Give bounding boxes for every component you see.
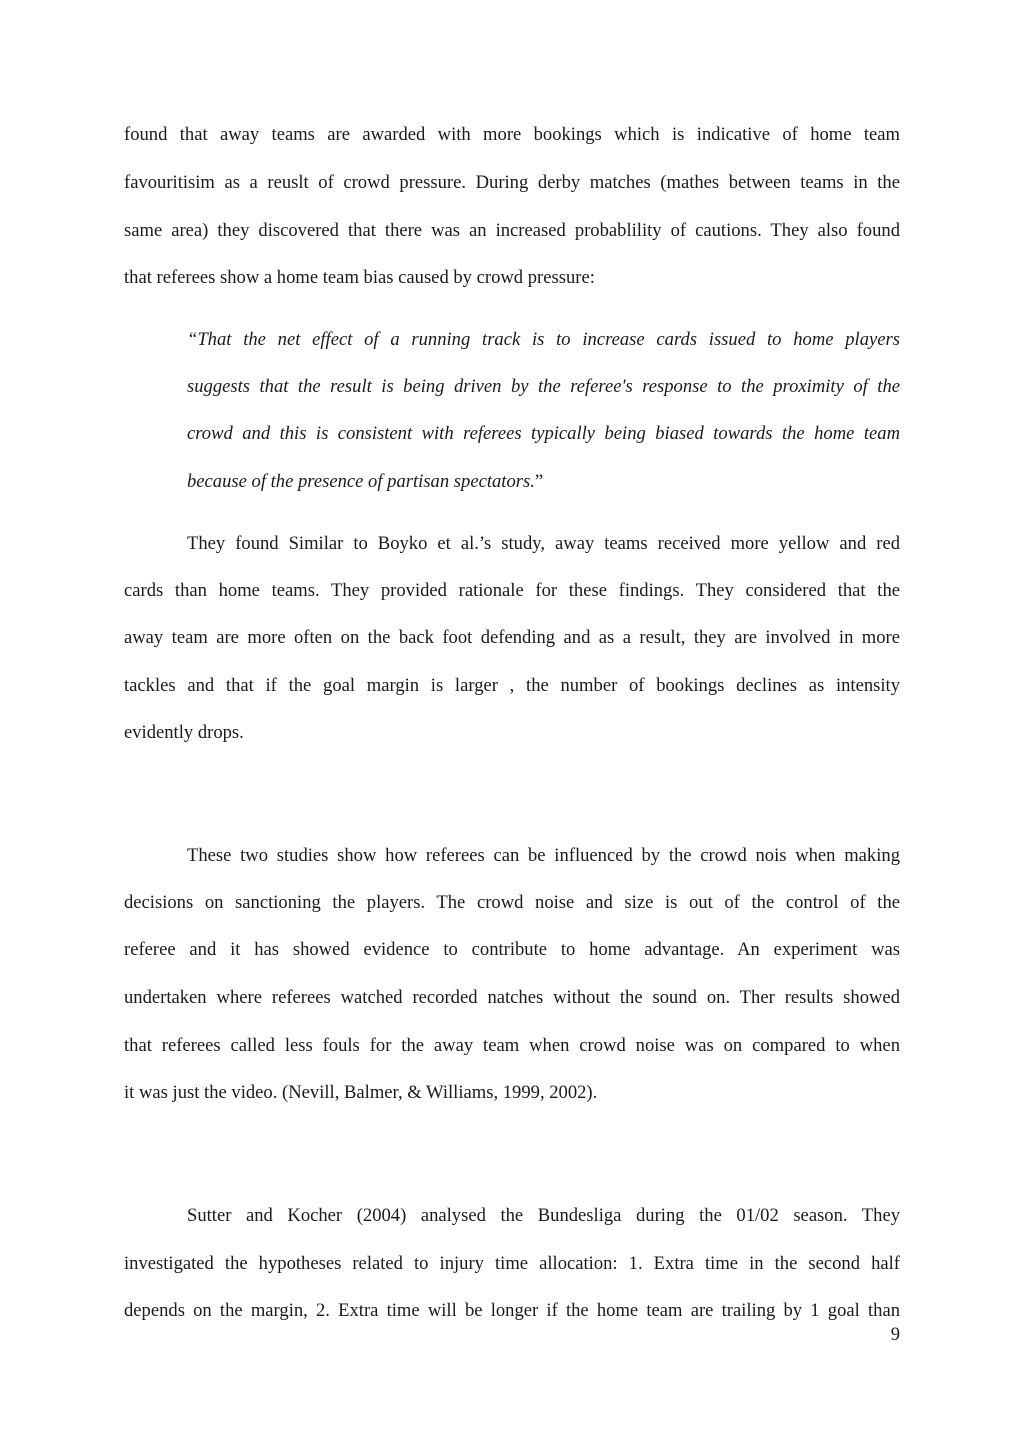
paragraph-4-line-3: depends on the margin, 2. Extra time will be longer if the home team are trailing by 1 goal than — [124, 1300, 900, 1321]
paragraph-3-line-2: decisions on sanctioning the players. The crowd noise and size is out of the control of the — [124, 892, 900, 913]
quote-line-1: “That the net effect of a running track is to increase cards issued to home players — [187, 329, 900, 350]
paragraph-3-line-4: undertaken where referees watched recorded natches without the sound on. Ther results showed — [124, 987, 900, 1008]
paragraph-2-line-4: tackles and that if the goal margin is larger , the number of bookings declines as intensity — [124, 675, 900, 696]
paragraph-2-line-1: They found Similar to Boyko et al.’s study, away teams received more yellow and red — [187, 533, 900, 554]
paragraph-3-line-5: that referees called less fouls for the away team when crowd noise was on compared to when — [124, 1035, 900, 1056]
paragraph-2-line-2: cards than home teams. They provided rationale for these findings. They considered that the — [124, 580, 900, 601]
paragraph-1-line-4: that referees show a home team bias caused by crowd pressure: — [124, 267, 595, 288]
page-number: 9 — [890, 1324, 900, 1345]
paragraph-1-line-2: favouritisim as a reuslt of crowd pressure. During derby matches (mathes between teams in the — [124, 172, 900, 193]
paragraph-3-line-1: These two studies show how referees can be influenced by the crowd nois when making — [187, 845, 900, 866]
quote-line-3: crowd and this is consistent with referees typically being biased towards the home team — [187, 423, 900, 444]
quote-line-2: suggests that the result is being driven by the referee's response to the proximity of the — [187, 376, 900, 397]
paragraph-4-line-1: Sutter and Kocher (2004) analysed the Bundesliga during the 01/02 season. They — [187, 1205, 900, 1226]
quote-line-4-text: because of the presence of partisan spectators. — [187, 471, 535, 492]
paragraph-3-line-3: referee and it has showed evidence to contribute to home advantage. An experiment was — [124, 939, 900, 960]
quote-closing-mark: ” — [534, 471, 544, 492]
paragraph-2-line-5: evidently drops. — [124, 722, 244, 743]
paragraph-2-line-3: away team are more often on the back foot defending and as a result, they are involved in more — [124, 627, 900, 648]
paragraph-3-line-6: it was just the video. (Nevill, Balmer, & Williams, 1999, 2002). — [124, 1082, 598, 1103]
paragraph-4-line-2: investigated the hypotheses related to injury time allocation: 1. Extra time in the second half — [124, 1253, 900, 1274]
paragraph-1-line-1: found that away teams are awarded with more bookings which is indicative of home team — [124, 124, 900, 145]
paragraph-1-line-3: same area) they discovered that there was an increased probablility of cautions. They also found — [124, 220, 900, 241]
quote-line-4 — [187, 471, 900, 493]
